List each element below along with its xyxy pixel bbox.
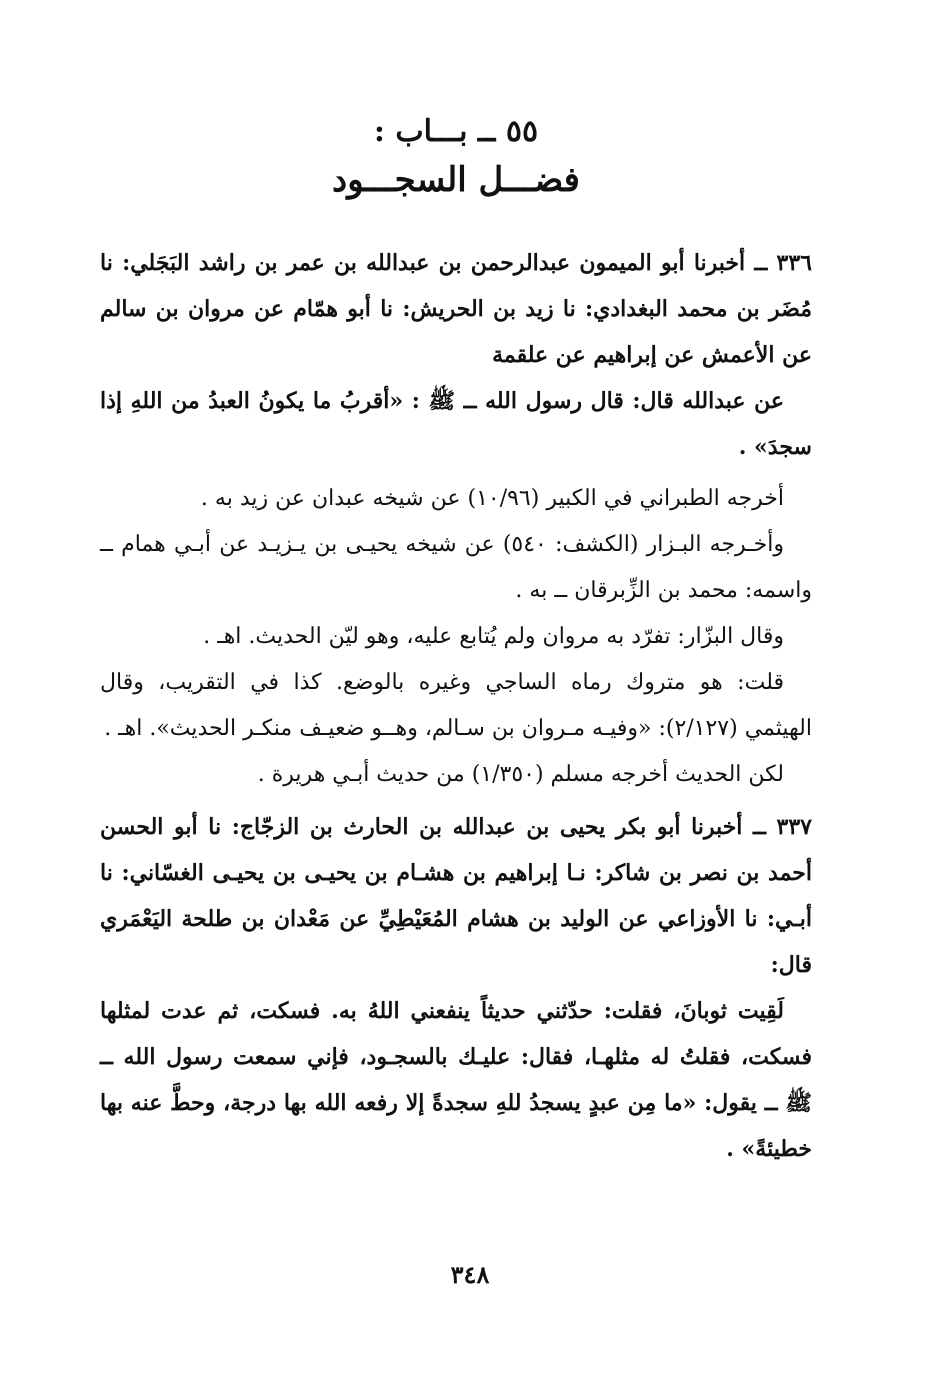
commentary-paragraph: وأخـرجه البـزار (الكشف: ٥٤٠) عن شيخه يحيـى بن يـزيـد عن أبـي همام ــ واسمه: محمد بن الزِّبرقان ــ به . — [100, 532, 812, 603]
hadith-336-matn: عن عبدالله قال: قال رسول الله ــ ﷺ : «أقربُ ما يكونُ العبدُ من اللهِ إذا سجدَ» . — [100, 388, 812, 460]
commentary-paragraph: أخرجه الطبراني في الكبير (١٠/٩٦) عن شيخه عبدان عن زيد به . — [200, 486, 784, 511]
commentary-paragraph: قلت: هو متروك رماه الساجي وغيره بالوضع. كذا في التقريب، وقال الهيثمي (٢/١٢٧): «وفيـه مـروان بن سـالم، وهــو ضعيـف منكـر الحديث». اهـ . — [100, 670, 812, 741]
commentary-paragraph: لكن الحديث أخرجه مسلم (١/٣٥٠) من حديث أبـي هريرة . — [257, 762, 784, 787]
hadith-337-isnad: ٣٣٧ ــ أخبرنا أبو بكر يحيى بن عبدالله بن الحارث بن الزجّاج: نا أبو الحسن أحمد بن نصر بن شاكر: نـا إبراهيم بن هشـام بن يحيـى بن يحيـى الغسّاني: نا أبـي: نا الأوزاعي عن الوليد بن هشام المُعَيْطِيِّ عن مَعْدان بن طلحة اليَعْمَري قال: — [100, 814, 812, 978]
hadith-336-isnad: ٣٣٦ ــ أخبرنا أبو الميمون عبدالرحمن بن عبدالله بن عمر بن راشد البَجَلي: نا مُضَر بن محمد البغدادي: نا زيد بن الحريش: نا أبو همّام عن مروان بن سالم عن الأعمش عن إبراهيم عن علقمة — [100, 250, 812, 368]
hadith-337-matn: لَقِيت ثوبانَ، فقلت: حدّثني حديثاً ينفعني اللهُ به. فسكت، ثم عدت لمثلها فسكت، فقلتُ له مثلهـا، فقال: عليـك بالسجـود، فإني سمعت رسول الله ــ ﷺ ــ يقول: «ما مِن عبدٍ يسجدُ للهِ سجدةً إلا رفعه الله بها درجة، وحطَّ عنه بها خطيئةً» . — [100, 998, 812, 1162]
commentary-paragraph: وقال البزّار: تفرّد به مروان ولم يُتابع عليه، وهو ليّن الحديث. اهـ . — [203, 624, 784, 649]
chapter-number: ٥٥ ــ بـــاب : — [373, 114, 539, 149]
page-body — [100, 110, 812, 1172]
page-number: ٣٤٨ — [450, 1260, 490, 1289]
chapter-title: فضـــل السجـــود — [332, 160, 580, 200]
